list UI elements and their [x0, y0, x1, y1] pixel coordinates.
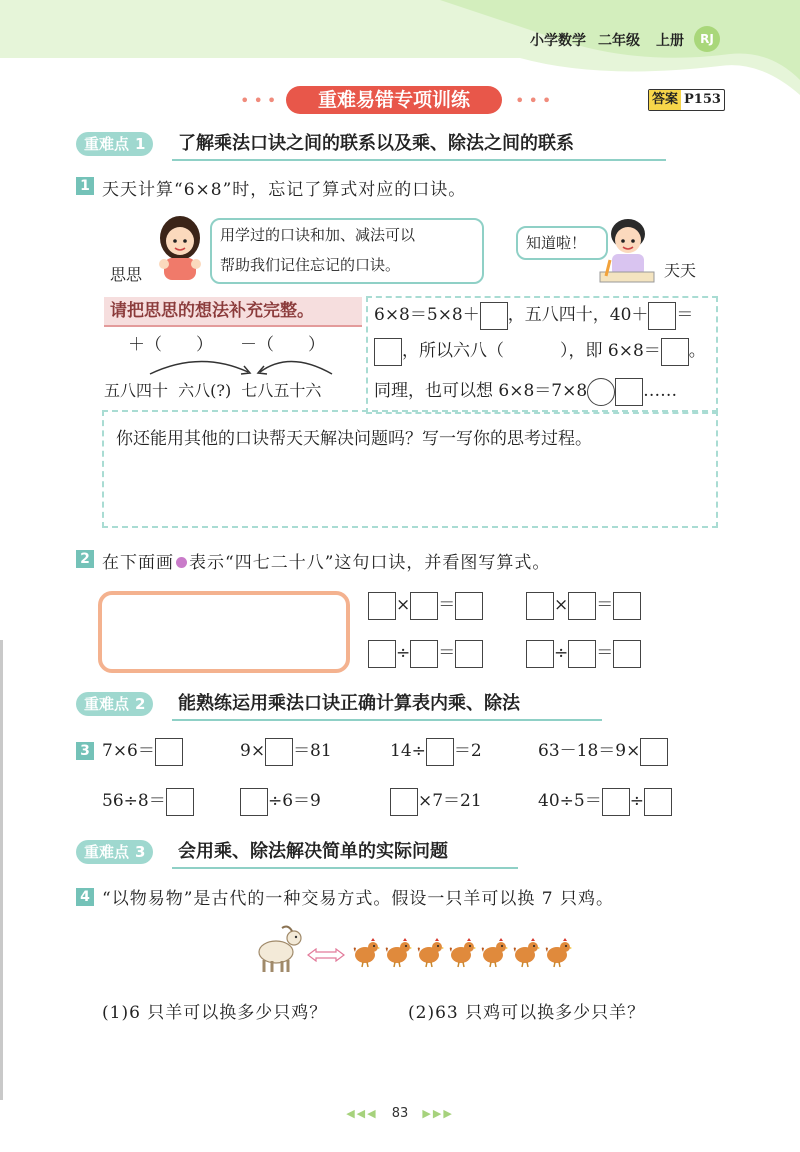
- chicken-icon: [448, 938, 476, 968]
- answer-box[interactable]: [455, 592, 483, 620]
- answer-box[interactable]: [568, 640, 596, 668]
- q2-multiply-1: × ＝: [368, 590, 483, 620]
- question-3-number: 3: [76, 742, 94, 760]
- answer-box[interactable]: [568, 592, 596, 620]
- section-1-underline: [172, 159, 666, 161]
- q2-divide-1: ÷ ＝: [368, 638, 483, 668]
- footer-left-arrows: ◀◀◀: [346, 1107, 378, 1120]
- answer-box[interactable]: [644, 788, 672, 816]
- equation-line-3: 同理，也可以想 6×8＝7×8 ……: [374, 376, 677, 406]
- chicken-row: [352, 938, 572, 968]
- q2-multiply-2: × ＝: [526, 590, 641, 620]
- section-3-title: 会用乘、除法解决简单的实际问题: [178, 841, 448, 862]
- q2-divide-2: ÷ ＝: [526, 638, 641, 668]
- multiplication-chain: 五八四十 六八(?) 七八五十六: [104, 381, 322, 400]
- answer-box[interactable]: [615, 378, 643, 406]
- title-dots-right: •••: [515, 91, 556, 110]
- section-1-badge: 重难点 1: [76, 132, 153, 156]
- answer-box[interactable]: [613, 592, 641, 620]
- answer-box[interactable]: [661, 338, 689, 366]
- section-2-title: 能熟练运用乘法口诀正确计算表内乘、除法: [178, 693, 520, 714]
- chicken-icon: [544, 938, 572, 968]
- section-1-header: [76, 132, 666, 160]
- q3-item-1: 7×6＝: [102, 736, 183, 766]
- question-1-text: 天天计算“6×8”时，忘记了算式对应的口诀。: [102, 180, 467, 200]
- goat-icon: [254, 922, 304, 974]
- sisi-name: 思思: [110, 265, 143, 284]
- minus-blank-label: －（ ）: [240, 335, 325, 355]
- title-dots-left: •••: [240, 91, 281, 110]
- followup-question: 你还能用其他的口诀帮天天解决问题吗？写一写你的思考过程。: [116, 429, 592, 449]
- header-volume: 上册: [656, 33, 684, 49]
- page-edge: [0, 640, 3, 1100]
- answer-box[interactable]: [265, 738, 293, 766]
- q4-subquestion-1: (1)6 只羊可以换多少只鸡？: [102, 1003, 328, 1023]
- answer-reference: [648, 89, 725, 111]
- question-4-number: 4: [76, 888, 94, 906]
- tiantian-name: 天天: [664, 261, 697, 280]
- answer-box[interactable]: [480, 302, 508, 330]
- sisi-speech-line1: 用学过的口诀和加、减法可以: [220, 226, 416, 244]
- equation-line-2: ，所以六八（ ），即 6×8＝ 。: [374, 336, 706, 366]
- answer-box[interactable]: [155, 738, 183, 766]
- section-2-badge: 重难点 2: [76, 692, 153, 716]
- q3-item-2: 9× ＝81: [240, 736, 332, 766]
- question-2-text: 在下面画 表示“四七二十八”这句口诀，并看图写算式。: [102, 553, 551, 573]
- answer-box[interactable]: [455, 640, 483, 668]
- chicken-icon: [480, 938, 508, 968]
- footer-right-arrows: ▶▶▶: [422, 1107, 454, 1120]
- operator-circle[interactable]: [587, 378, 615, 406]
- page-footer: [0, 1106, 800, 1121]
- tiantian-speech-bubble: [516, 226, 608, 260]
- chicken-icon: [352, 938, 380, 968]
- answer-box[interactable]: [526, 592, 554, 620]
- sisi-girl-icon: [150, 214, 210, 280]
- answer-box[interactable]: [426, 738, 454, 766]
- answer-box[interactable]: [613, 640, 641, 668]
- answer-box[interactable]: [648, 302, 676, 330]
- edition-badge: RJ: [694, 26, 720, 52]
- answer-box[interactable]: [368, 640, 396, 668]
- q3-item-7: ×7＝21: [390, 786, 482, 816]
- answer-box[interactable]: [374, 338, 402, 366]
- answer-label: 答案: [649, 90, 681, 110]
- section-3-header: [76, 840, 536, 868]
- section-2-underline: [172, 719, 602, 721]
- answer-box[interactable]: [526, 640, 554, 668]
- equation-line-1: 6×8＝5×8＋ ，五八四十，40＋ ＝: [374, 300, 693, 330]
- purple-dot-icon: [176, 557, 187, 568]
- q4-subquestion-2: (2)63 只鸡可以换多少只羊？: [408, 1003, 646, 1023]
- answer-box[interactable]: [240, 788, 268, 816]
- answer-box[interactable]: [640, 738, 668, 766]
- header-subject: 小学数学: [530, 33, 586, 49]
- answer-box[interactable]: [368, 592, 396, 620]
- chicken-icon: [384, 938, 412, 968]
- tiantian-boy-icon: [596, 214, 662, 286]
- header-grade: 二年级: [598, 33, 640, 49]
- question-1-number: 1: [76, 177, 94, 195]
- section-3-underline: [172, 867, 518, 869]
- answer-box[interactable]: [390, 788, 418, 816]
- tiantian-speech: 知道啦！: [526, 234, 587, 252]
- question-4-text: “以物易物”是古代的一种交易方式。假设一只羊可以换 7 只鸡。: [102, 889, 615, 909]
- relation-arrows: [110, 352, 360, 378]
- q3-item-8: 40÷5＝ ÷: [538, 786, 672, 816]
- question-2-number: 2: [76, 550, 94, 568]
- answer-box[interactable]: [410, 640, 438, 668]
- section-2-header: [76, 692, 610, 720]
- plus-blank-label: ＋（ ）: [128, 335, 213, 355]
- answer-page: P153: [684, 92, 721, 107]
- answer-box[interactable]: [602, 788, 630, 816]
- page-title: 重难易错专项训练: [286, 86, 502, 114]
- chicken-icon: [416, 938, 444, 968]
- sisi-speech-line2: 帮助我们记住忘记的口诀。: [220, 256, 401, 274]
- q3-item-3: 14÷ ＝2: [390, 736, 482, 766]
- answer-box[interactable]: [410, 592, 438, 620]
- exchange-arrow-icon: [306, 948, 346, 962]
- answer-box[interactable]: [166, 788, 194, 816]
- section-3-badge: 重难点 3: [76, 840, 153, 864]
- q3-item-6: ÷6＝9: [240, 786, 321, 816]
- q3-item-5: 56÷8＝: [102, 786, 194, 816]
- fill-in-prompt: 请把思思的想法补充完整。: [104, 297, 362, 327]
- chicken-icon: [512, 938, 540, 968]
- drawing-box[interactable]: [98, 591, 350, 673]
- q3-item-4: 63－18＝9×: [538, 736, 668, 766]
- page-number: 83: [391, 1106, 409, 1121]
- section-1-title: 了解乘法口诀之间的联系以及乘、除法之间的联系: [178, 133, 574, 154]
- sisi-speech-bubble: [210, 218, 484, 284]
